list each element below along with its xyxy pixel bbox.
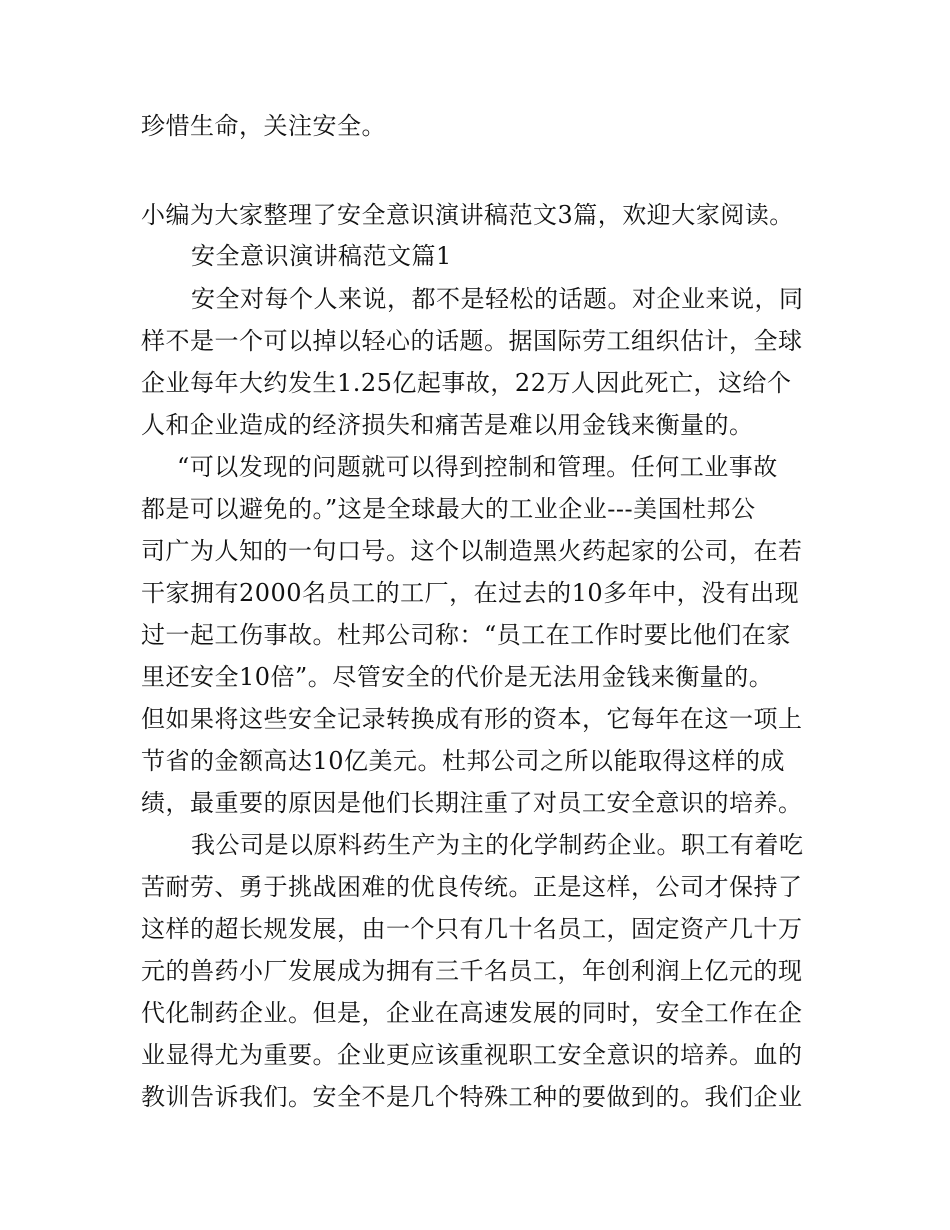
paragraph3-line: 这样的超长规发展，由一个只有几十名员工，固定资产几十万 bbox=[141, 915, 803, 943]
paragraph2-line: 都是可以避免的。”这是全球最大的工业企业---美国杜邦公 bbox=[141, 495, 756, 523]
paragraph3-line: 教训告诉我们。安全不是几个特殊工种的要做到的。我们企业 bbox=[141, 1083, 803, 1111]
paragraph2-line: 但如果将这些安全记录转换成有形的资本，它每年在这一项上 bbox=[141, 705, 803, 733]
paragraph1-line: 人和企业造成的经济损失和痛苦是难以用金钱来衡量的。 bbox=[141, 411, 754, 439]
paragraph1-line: 企业每年大约发生1.25亿起事故，22万人因此死亡，这给个 bbox=[141, 369, 792, 397]
paragraph1-line: 样不是一个可以掉以轻心的话题。据国际劳工组织估计，全球 bbox=[141, 327, 803, 355]
summary-line: 小编为大家整理了安全意识演讲稿范文3篇，欢迎大家阅读。 bbox=[141, 201, 794, 229]
paragraph1-line: 安全对每个人来说，都不是轻松的话题。对企业来说，同 bbox=[191, 285, 804, 313]
paragraph3-line: 苦耐劳、勇于挑战困难的优良传统。正是这样，公司才保持了 bbox=[141, 873, 803, 901]
paragraph2-line: 里还安全10倍”。尽管安全的代价是无法用金钱来衡量的。 bbox=[141, 663, 774, 691]
paragraph3-line: 代化制药企业。但是，企业在高速发展的同时，安全工作在企 bbox=[141, 999, 803, 1027]
paragraph2-line: “可以发现的问题就可以得到控制和管理。任何工业事故 bbox=[177, 453, 778, 481]
paragraph2-line: 绩，最重要的原因是他们长期注重了对员工安全意识的培养。 bbox=[141, 789, 803, 817]
paragraph3-line: 业显得尤为重要。企业更应该重视职工安全意识的培养。血的 bbox=[141, 1041, 803, 1069]
intro-line: 珍惜生命，关注安全。 bbox=[141, 112, 386, 140]
paragraph3-line: 元的兽药小厂发展成为拥有三千名员工，年创利润上亿元的现 bbox=[141, 957, 803, 985]
paragraph2-line: 司广为人知的一句口号。这个以制造黑火药起家的公司，在若 bbox=[141, 537, 803, 565]
paragraph2-line: 干家拥有2000名员工的工厂，在过去的10多年中，没有出现 bbox=[141, 579, 800, 607]
paragraph2-line: 过一起工伤事故。杜邦公司称：“员工在工作时要比他们在家 bbox=[141, 621, 791, 649]
paragraph2-line: 节省的金额高达10亿美元。杜邦公司之所以能取得这样的成 bbox=[141, 747, 786, 775]
paragraph3-line: 我公司是以原料药生产为主的化学制药企业。职工有着吃 bbox=[191, 831, 804, 859]
section-title: 安全意识演讲稿范文篇1 bbox=[191, 242, 452, 270]
